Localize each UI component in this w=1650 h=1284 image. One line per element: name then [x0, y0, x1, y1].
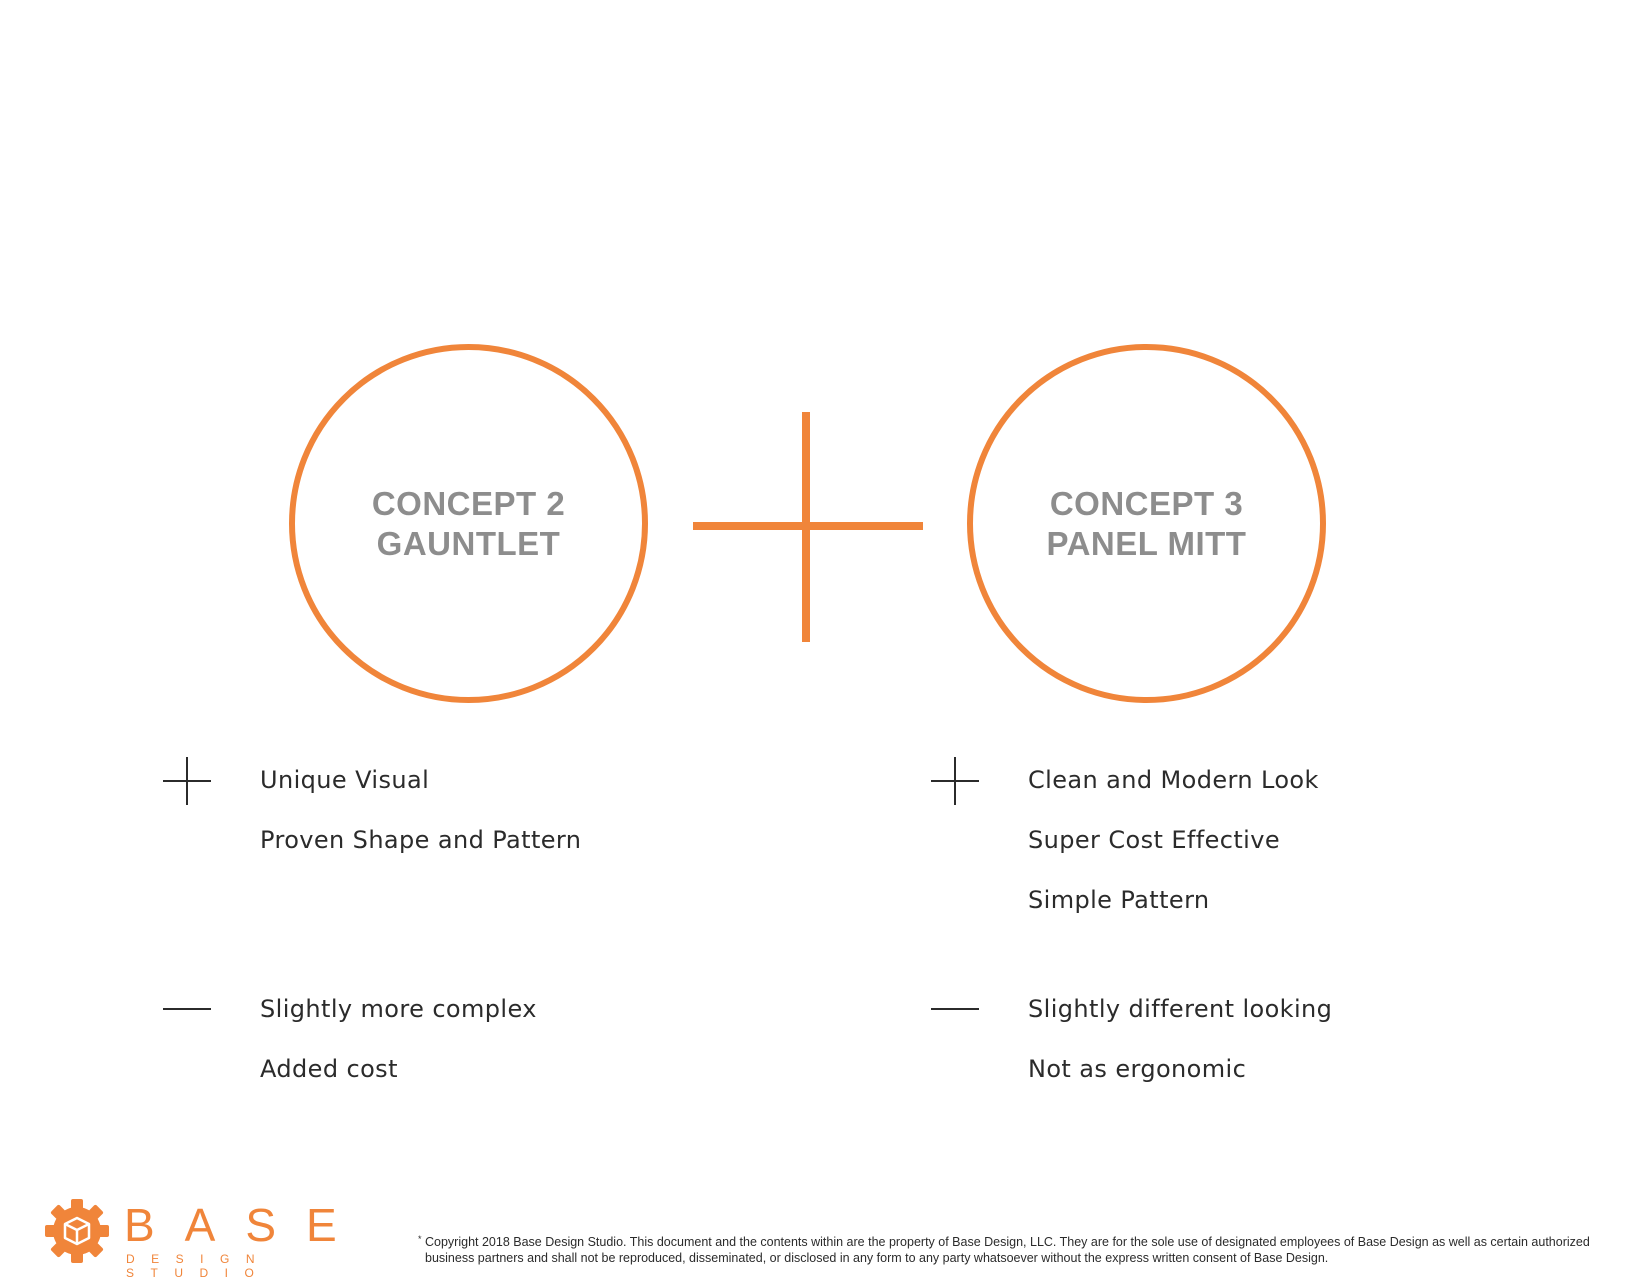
concept-3-pro-item: Clean and Modern Look [1028, 766, 1319, 794]
base-design-studio-logo [44, 1198, 374, 1280]
logo-wordmark: BASE [124, 1199, 367, 1251]
concept-3-cons-minus-icon [931, 1008, 979, 1010]
logo-subtitle: DESIGN STUDIO [126, 1252, 272, 1280]
concept-2-pros-plus-icon [163, 757, 211, 805]
concept-3-con-item: Slightly different looking [1028, 995, 1333, 1023]
concept-2-con-item: Added cost [260, 1055, 398, 1083]
concept-3-title-line2: PANEL MITT [1046, 524, 1247, 562]
concept-2-pro-item: Unique Visual [260, 766, 430, 794]
concept-2-title-line1: CONCEPT 2 [371, 484, 566, 522]
copyright-asterisk: * [418, 1234, 422, 1244]
concept-2-cons-minus-icon [163, 1008, 211, 1010]
concept-3-pro-item: Super Cost Effective [1028, 826, 1280, 854]
concept-2-title-line2: GAUNTLET [376, 524, 561, 562]
gear-cube-icon [44, 1198, 110, 1264]
concept-2-circle [289, 344, 648, 703]
concept-2-con-item: Slightly more complex [260, 995, 537, 1023]
concept-3-con-item: Not as ergonomic [1028, 1055, 1247, 1083]
copyright-notice [418, 1234, 1605, 1266]
concept-3-pros-plus-icon [931, 757, 979, 805]
concept-3-circle [967, 344, 1326, 703]
copyright-text: Copyright 2018 Base Design Studio. This document and the contents within are the property of Base Design, LLC. They are for the sole use of designated employees of Base Design as well as certain authorized business partners and shall not be reproduced, disseminated, or disclosed in any form to any party whatsoever without the express written consent of Base Design. [425, 1235, 1590, 1265]
concept-3-pro-item: Simple Pattern [1028, 886, 1210, 914]
concept-2-pro-item: Proven Shape and Pattern [260, 826, 582, 854]
concept-3-title-line1: CONCEPT 3 [1049, 484, 1244, 522]
